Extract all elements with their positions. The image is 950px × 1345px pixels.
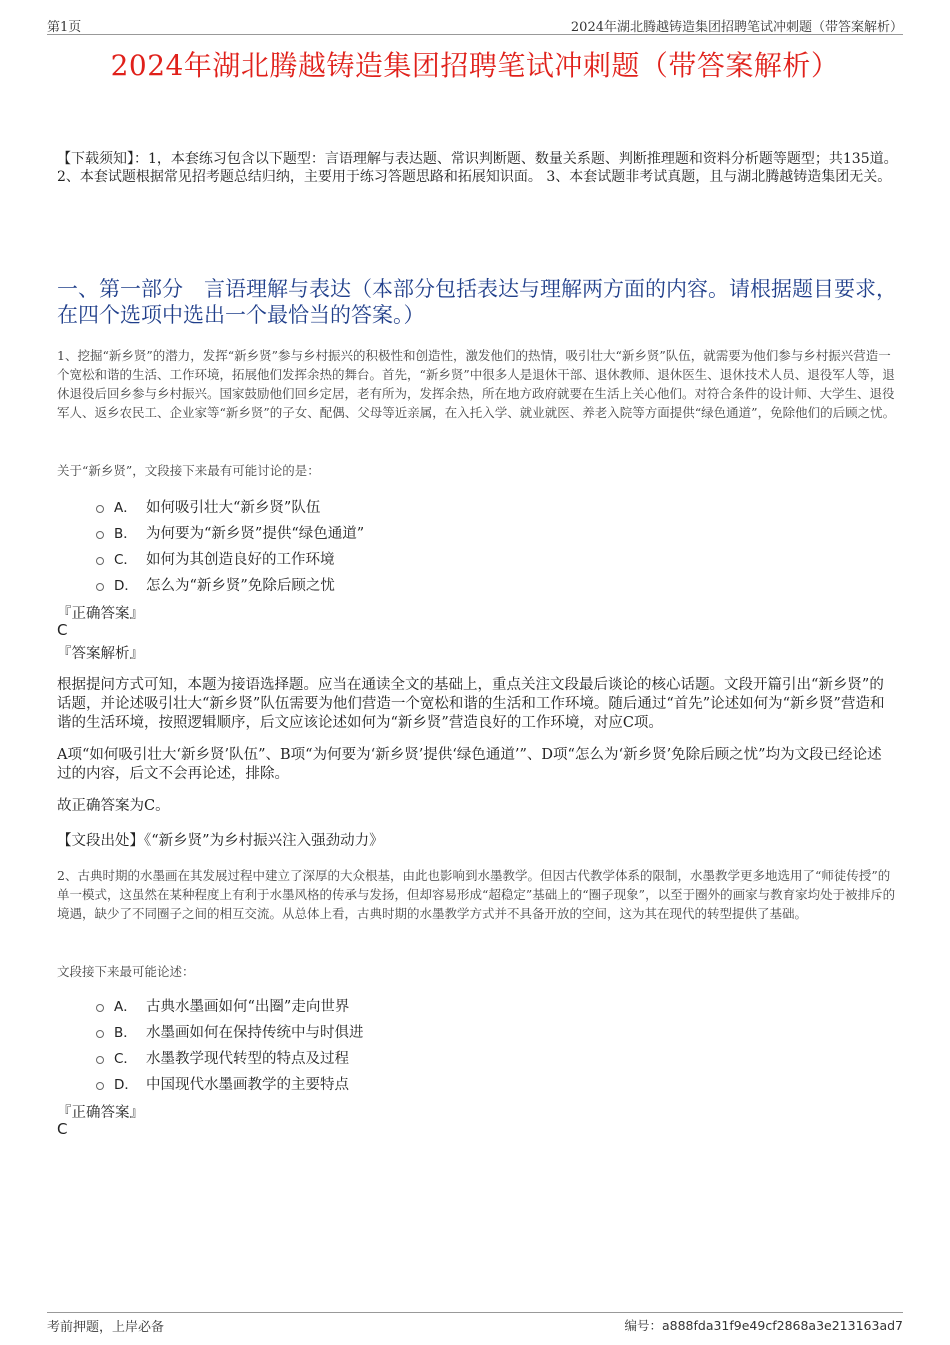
option-a[interactable]: A． 古典水墨画如何“出圈”走向世界 [96, 992, 364, 1018]
option-text: 中国现代水墨画教学的主要特点 [146, 1076, 349, 1093]
answer-label: 『正确答案』 [57, 606, 144, 622]
option-b[interactable]: B． 为何要为“新乡贤”提供“绿色通道” [96, 519, 364, 545]
analysis-paragraph: 根据提问方式可知，本题为接语选择题。应当在通读全文的基础上，重点关注文段最后谈论的核心话题。文段开篇引出“新乡贤”的话题，并论述吸引壮大“新乡贤”队伍需要为他们营造一个宽松和谐的生活和工作环境。随后通过“首先”论述如何为“新乡贤”营造和谐的生活环境，按照逻辑顺序，后文应该论述如何为“新乡贤”营造良好的工作环境，对应C项。 [57, 677, 885, 731]
option-b[interactable]: B． 水墨画如何在保持传统中与时俱进 [96, 1018, 364, 1044]
radio-icon[interactable] [96, 505, 104, 513]
header-doc-title: 2024年湖北腾越铸造集团招聘笔试冲刺题（带答案解析） [570, 20, 903, 35]
option-c[interactable]: C． 如何为其创造良好的工作环境 [96, 545, 364, 571]
section-heading: 一、第一部分 言语理解与表达（本部分包括表达与理解两方面的内容。请根据题目要求，在四个选项中选出一个最恰当的答案。） [57, 277, 897, 327]
radio-icon[interactable] [96, 531, 104, 539]
answer-value: C [57, 621, 68, 639]
option-d[interactable]: D． 怎么为“新乡贤”免除后顾之忧 [96, 571, 364, 597]
download-notice: 【下载须知】：1，本套练习包含以下题型：言语理解与表达题、常识判断题、数量关系题、判断推理题和资料分析题等题型；共135道。 2、本套试题根据常见招考题总结归纳，主要用于练习答题思路和拓展知识面。 3、本套试题非考试真题，且与湖北腾越铸造集团无关。 [57, 151, 898, 185]
option-text: 为何要为“新乡贤”提供“绿色通道” [146, 525, 365, 542]
option-text: 如何为其创造良好的工作环境 [146, 551, 335, 568]
option-d[interactable]: D． 中国现代水墨画教学的主要特点 [96, 1070, 364, 1096]
analysis-paragraph: A项“如何吸引壮大‘新乡贤’队伍”、B项“为何要为‘新乡贤’提供‘绿色通道’”、D项“怎么为‘新乡贤’免除后顾之忧”均为文段已经论述过的内容，后文不会再论述，排除。 [57, 747, 882, 782]
question-1-text: 1、挖掘“新乡贤”的潜力，发挥“新乡贤”参与乡村振兴的积极性和创造性，激发他们的热情，吸引壮大“新乡贤”队伍，就需要为他们参与乡村振兴营造一个宽松和谐的生活、工作环境，拓展他们发挥余热的舞台。首先，“新乡贤”中很多人是退休干部、退休教师、退休医生、退休技术人员、退役军人等，退休退役后回乡参与乡村振兴。国家鼓励他们回乡定居，老有所为，发挥余热，所在地方政府就要在生活上关心他们。对符合条件的设计师、大学生、退役军人、返乡农民工、企业家等“新乡贤”的子女、配偶、父母等近亲属，在入托入学、就业就医、养老入院等方面提供“绿色通道”，免除他们的后顾之忧。 [57, 348, 896, 420]
option-text: 古典水墨画如何“出圈”走向世界 [146, 998, 350, 1015]
document-title: 2024年湖北腾越铸造集团招聘笔试冲刺题（带答案解析） [110, 49, 840, 82]
radio-icon[interactable] [96, 557, 104, 565]
document-code: 编号：a888fda31f9e49cf2868a3e213163ad7 [624, 1318, 903, 1333]
option-text: 怎么为“新乡贤”免除后顾之忧 [146, 577, 335, 594]
radio-icon[interactable] [96, 583, 104, 591]
question-1-options [96, 493, 364, 597]
option-a[interactable]: A． 如何吸引壮大“新乡贤”队伍 [96, 493, 364, 519]
analysis-label: 『答案解析』 [57, 646, 144, 662]
question-2-options [96, 992, 364, 1096]
analysis-conclusion: 故正确答案为C。 [57, 798, 170, 814]
radio-icon[interactable] [96, 1004, 104, 1012]
answer-label: 『正确答案』 [57, 1105, 144, 1121]
option-text: 水墨教学现代转型的特点及过程 [146, 1050, 349, 1067]
page-footer [47, 1312, 903, 1333]
question-1-prompt: 关于“新乡贤”，文段接下来最有可能讨论的是： [57, 463, 320, 478]
footer-slogan: 考前押题，上岸必备 [47, 1320, 165, 1335]
radio-icon[interactable] [96, 1030, 104, 1038]
radio-icon[interactable] [96, 1082, 104, 1090]
option-text: 水墨画如何在保持传统中与时俱进 [146, 1024, 364, 1041]
analysis-source: 【文段出处】《“新乡贤”为乡村振兴注入强劲动力》 [57, 833, 384, 849]
page-header [47, 14, 903, 35]
question-2-prompt: 文段接下来最可能论述： [57, 964, 195, 979]
option-text: 如何吸引壮大“新乡贤”队伍 [146, 499, 321, 516]
answer-value: C [57, 1120, 68, 1138]
option-c[interactable]: C． 水墨教学现代转型的特点及过程 [96, 1044, 364, 1070]
radio-icon[interactable] [96, 1056, 104, 1064]
page-number: 第1页 [47, 20, 82, 35]
question-2-text: 2、古典时期的水墨画在其发展过程中建立了深厚的大众根基，由此也影响到水墨教学。但因古代教学体系的限制，水墨教学更多地选用了“师徒传授”的单一模式，这虽然在某种程度上有利于水墨风格的传承与发扬，但却容易形成“超稳定”基础上的“圈子现象”，以至于圈外的画家与教育家均处于被排斥的境遇，缺少了不同圈子之间的相互交流。从总体上看，古典时期的水墨教学方式并不具备开放的空间，这为其在现代的转型提供了基础。 [57, 868, 896, 921]
